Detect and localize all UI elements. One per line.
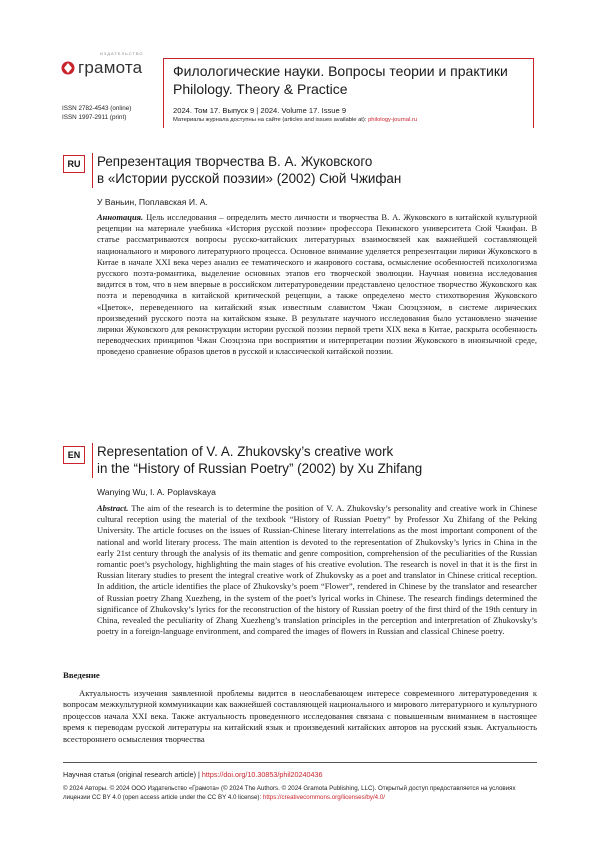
abstract-text-en: The aim of the research is to determine the position of V. A. Zhukovsky’s personality and creative work in Chinese cultural reception using the material of the textbook “History of Russian Poetry” by Professor Xu Zhifang of the Peking University. The article focuses on the issues of Russian-Chinese literary interrelations as the most important component of the national and world literary process. The main attention is devoted to the representation of Zhukovsky’s lyrics in China in the early 21st century through the analysis of its thematic and genre composition, comprehension of the peculiarities of the Russian romantic poet’s psychology, highlighting the main stages of his creative evolution. The research is novel in that it is the first in Russian literary studies to present the integral creative work of Zhukovsky as a poet and translator in Chinese critical reception. In addition, the article identifies the place of Zhukovsky’s poem “Flower”, rendered in Chinese by the translator and researcher of Russian poetry Zhang Xuezheng, in the system of the poet’s lyrical works in Chinese. The research findings determined the significance of Zhukovsky’s lyrics for the reconstruction of the history of Russian poetry of the first third of the 19th century in China, revealed the peculiarity of Zhang Xuezheng’s translation principles in the perception and interpretation of Zhukovsky’s poetry in a foreign-language environment, and compared the images of flowers in Russian and classical Chinese poetry. bbox=[97, 503, 537, 637]
footer-reference bbox=[63, 770, 323, 779]
journal-title-ru: Филологические науки. Вопросы теории и практики bbox=[173, 63, 508, 79]
logo-wordmark: грамота bbox=[78, 58, 143, 77]
abstract-en bbox=[97, 503, 537, 637]
doi-link[interactable]: https://doi.org/10.30853/phil20240436 bbox=[201, 770, 323, 779]
issn-print: ISSN 1997-2911 (print) bbox=[62, 113, 127, 121]
lang-badge-ru: RU bbox=[63, 155, 85, 173]
journal-title bbox=[173, 62, 508, 98]
title-rule-en bbox=[92, 443, 93, 478]
license-link[interactable]: https://creativecommons.org/licenses/by/4.0/ bbox=[262, 794, 386, 801]
article-title-ru bbox=[97, 153, 401, 187]
abstract-ru bbox=[97, 212, 537, 358]
copyright-note bbox=[63, 784, 541, 802]
journal-title-en: Philology. Theory & Practice bbox=[173, 81, 348, 97]
site-note-text: Материалы журнала доступны на сайте (articles and issues available at): bbox=[173, 117, 369, 123]
abstract-label-ru: Аннотация. bbox=[97, 212, 144, 222]
lang-badge-en: EN bbox=[63, 446, 85, 464]
abstract-text-ru: Цель исследования – определить место личности и творчества В. А. Жуковского в китайской культурной рецепции на материале учебника «История русской поэзии» профессора Пекинского университета Сюй Чжифан. В статье рассматриваются вопросы русско-китайских литературных взаимосвязей как важнейшей составляющей национального и мирового литературного процесса. Основное внимание уделяется репрезентации лирики Жуковского в Китае в начале XXI века через анализ ее тематического и жанрового состава, осмысление особенностей психологизма русского поэта-романтика, выделение основных этапов его творческой эволюции. Научная новизна исследования видится в том, что в нем впервые в российском литературоведении представлено целостное творчество Жуковского как поэта и переводчика в китайской критической рецепции, а также определено место стихотворения Жуковского «Цветок», переведенного на китайский язык известным славистом Чжан Сюэцзэном, в системе лирических произведений русского поэта на китайском языке. В результате научного исследования было установлено значение лирики Жуковского для реконструкции истории русской поэзии первой трети XIX века в Китае, раскрыта особенность переводческих принципов Чжан Сюэцзэна при восприятии и интерпретации поэзии Жуковского в иноязычной среде, проведено сравнение образов цветов в русской и классической китайской поэзии. bbox=[97, 212, 537, 357]
copyright-text: © 2024 Авторы. © 2024 ООО Издательство «Грамота» (© 2024 The Authors. © 2024 Gramota Publishing, LLC). Открытый доступ предоставляется на условиях лицензии CC BY 4.0 (open access article under the CC BY 4.0 license): bbox=[63, 785, 516, 801]
article-type: Научная статья (original research article) bbox=[63, 770, 196, 779]
issn-block bbox=[62, 105, 131, 122]
issn-online: ISSN 2782-4543 (online) bbox=[62, 105, 132, 112]
article-title-en bbox=[97, 443, 422, 477]
abstract-label-en: Abstract. bbox=[97, 503, 129, 513]
logo-tagline: ИЗДАТЕЛЬСТВО bbox=[100, 51, 144, 56]
journal-site-note bbox=[173, 117, 417, 123]
title-rule-ru bbox=[92, 153, 93, 188]
intro-paragraph: Актуальность изучения заявленной проблемы видится в неослабевающем интересе современного литературоведения к вопросам межкультурной коммуникации как важнейшей составляющей национального и мирового литературного и культурного процессов начала XXI века. Также актуальность проведенного исследования связана с повышенным вниманием в настоящее время к переводам русской литературы на китайский язык и произведений китайских авторов на русский язык. Актуальность всестороннего осмысления творчества bbox=[63, 688, 537, 744]
journal-volume: 2024. Том 17. Выпуск 9 | 2024. Volume 17. Issue 9 bbox=[173, 106, 347, 115]
footer-divider bbox=[63, 762, 537, 763]
section-heading-intro: Введение bbox=[63, 670, 100, 680]
authors-en: Wanying Wu, I. A. Poplavskaya bbox=[97, 487, 216, 497]
article-title-ru-line2: в «Истории русской поэзии» (2002) Сюй Чжифан bbox=[97, 171, 402, 186]
authors-ru: У Ваньин, Поплавская И. А. bbox=[97, 197, 208, 207]
article-title-en-line2: in the “History of Russian Poetry” (2002) by Xu Zhifang bbox=[97, 461, 423, 476]
journal-site-link[interactable]: philology-journal.ru bbox=[368, 117, 418, 123]
footer-separator: | bbox=[195, 770, 202, 779]
article-title-ru-line1: Репрезентация творчества В. А. Жуковского bbox=[97, 154, 373, 169]
article-title-en-line1: Representation of V. A. Zhukovsky’s creative work bbox=[97, 444, 394, 459]
